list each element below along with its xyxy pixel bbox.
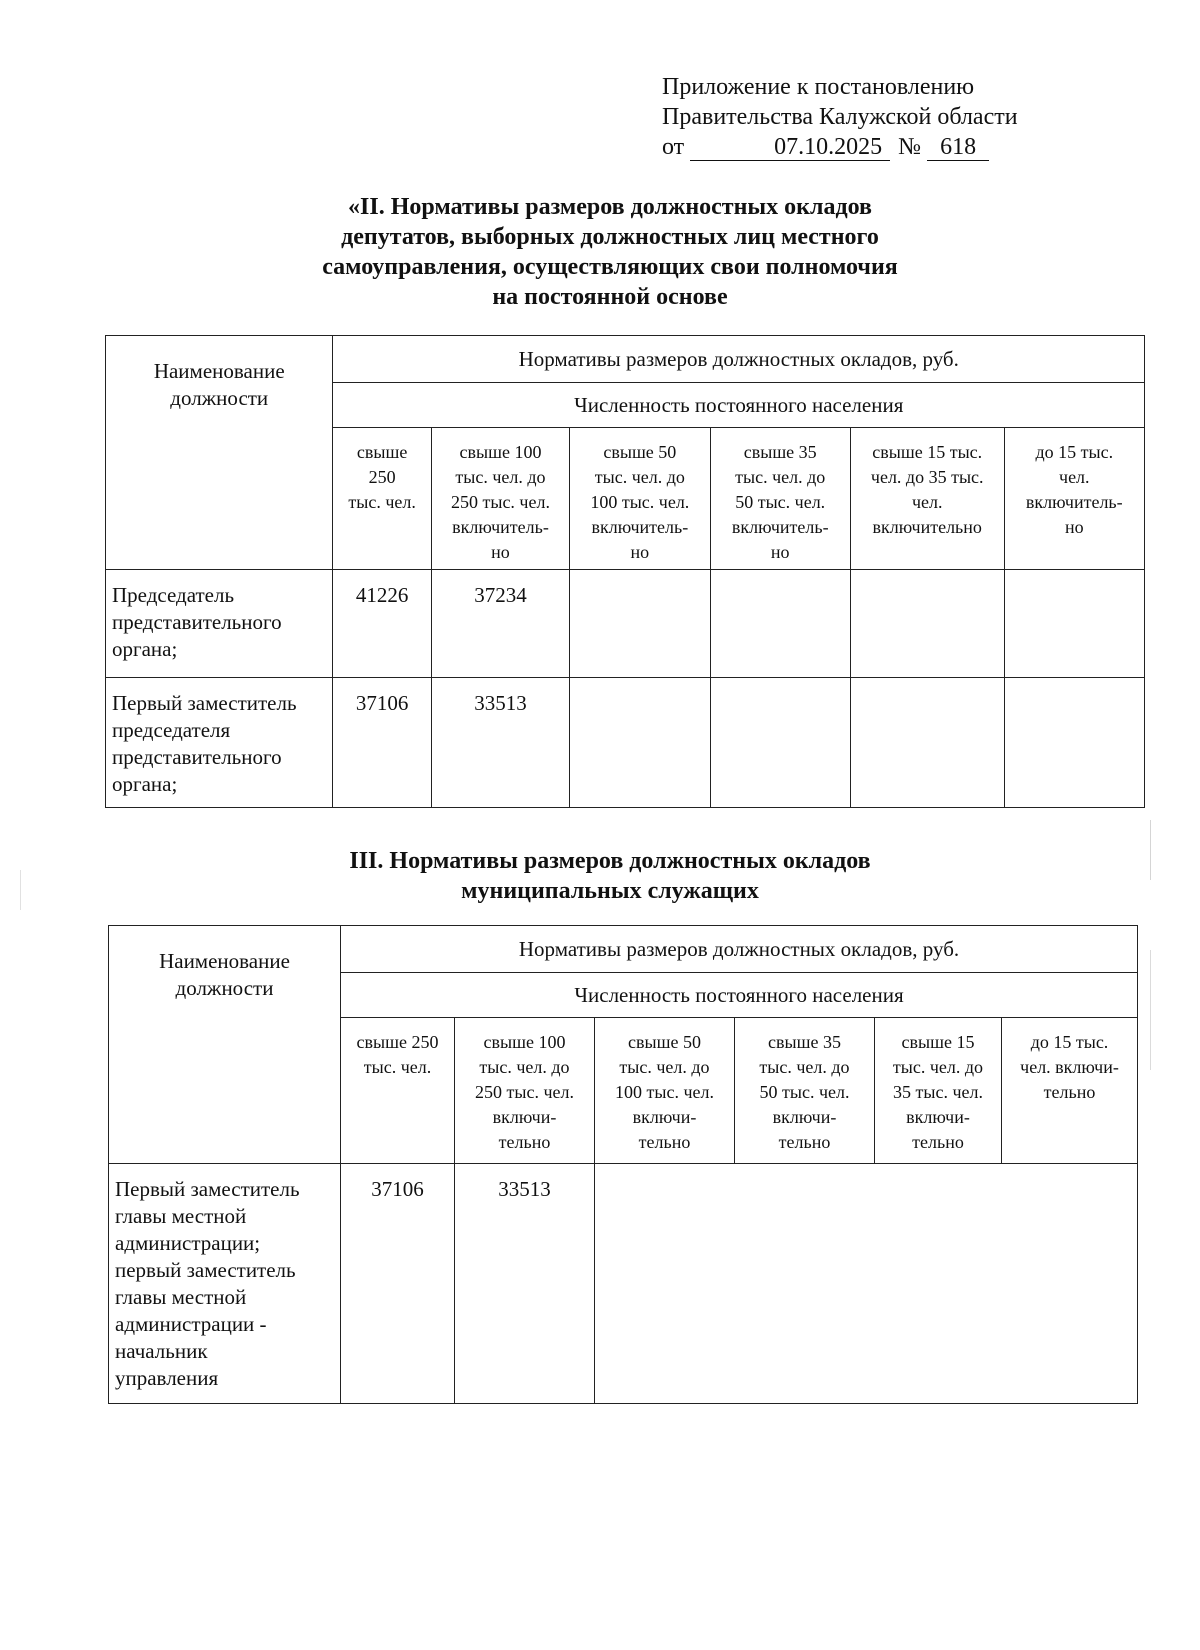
name-column-header: Наименование должности [109,926,341,1164]
section-3-title [250,846,970,906]
population-column-header: свыше 15 тыс. чел. до 35 тыс. чел. включительно [850,428,1004,570]
empty-cell [850,570,1004,678]
section-2-title [250,192,970,312]
population-column-header: свыше 100 тыс. чел. до 250 тыс. чел. включи- тельно [455,1018,595,1164]
position-label: Председатель представительного органа; [106,570,333,678]
population-column-header: свыше 15 тыс. чел. до 35 тыс. чел. включи- тельно [875,1018,1002,1164]
section-3-title-line: муниципальных служащих [461,878,759,904]
population-column-header: до 15 тыс. чел. включитель- но [1004,428,1144,570]
population-column-header: свыше 35 тыс. чел. до 50 тыс. чел. включи- тельно [735,1018,875,1164]
salary-value: 33513 [431,678,569,808]
population-subheader: Численность постоянного населения [333,383,1145,428]
scan-artifact [1150,950,1151,1070]
scan-artifact [1150,820,1151,880]
appendix-line-2: Правительства Калужской области [662,104,1018,130]
section-2-table [105,335,1145,808]
population-column-header: свыше 250 тыс. чел. [333,428,431,570]
from-label: от [662,134,685,160]
empty-cell [570,570,710,678]
appendix-header [662,72,1102,162]
decree-number: 618 [927,134,989,161]
section-3-title-line: III. Нормативы размеров должностных окладов [349,848,871,874]
population-column-header: свыше 50 тыс. чел. до 100 тыс. чел. включитель- но [570,428,710,570]
salary-value: 37106 [333,678,431,808]
table-row [106,570,1145,678]
appendix-line-1: Приложение к постановлению [662,74,975,100]
section-2-title-line: на постоянной основе [492,284,728,310]
empty-cell [1004,570,1144,678]
empty-cell [570,678,710,808]
section-2-title-line: депутатов, выборных должностных лиц местного [341,224,879,250]
empty-merged-cell [595,1164,1138,1404]
salary-value: 37234 [431,570,569,678]
population-column-header: свыше 100 тыс. чел. до 250 тыс. чел. включитель- но [431,428,569,570]
salary-value: 37106 [341,1164,455,1404]
number-label: № [898,134,922,160]
population-column-header: свыше 50 тыс. чел. до 100 тыс. чел. включи- тельно [595,1018,735,1164]
name-column-header: Наименование должности [106,336,333,570]
population-column-header: свыше 250 тыс. чел. [341,1018,455,1164]
salary-group-header: Нормативы размеров должностных окладов, руб. [333,336,1145,383]
salary-group-header: Нормативы размеров должностных окладов, руб. [341,926,1138,973]
empty-cell [710,570,850,678]
decree-date: 07.10.2025 [690,134,890,161]
appendix-date-line [662,132,1102,162]
empty-cell [850,678,1004,808]
salary-value: 33513 [455,1164,595,1404]
section-2-title-line: самоуправления, осуществляющих свои полномочия [322,254,898,280]
population-column-header: до 15 тыс. чел. включи- тельно [1002,1018,1138,1164]
table-row [109,1164,1138,1404]
section-3-table [108,925,1138,1404]
position-label: Первый заместитель председателя представительного органа; [106,678,333,808]
population-column-header: свыше 35 тыс. чел. до 50 тыс. чел. включитель- но [710,428,850,570]
empty-cell [710,678,850,808]
table-row [106,678,1145,808]
section-2-title-line: «II. Нормативы размеров должностных окладов [348,194,872,220]
salary-value: 41226 [333,570,431,678]
population-subheader: Численность постоянного населения [341,973,1138,1018]
empty-cell [1004,678,1144,808]
scan-artifact [20,870,21,910]
position-label: Первый заместитель главы местной администрации; первый заместитель главы местной администрации - начальник управления [109,1164,341,1404]
